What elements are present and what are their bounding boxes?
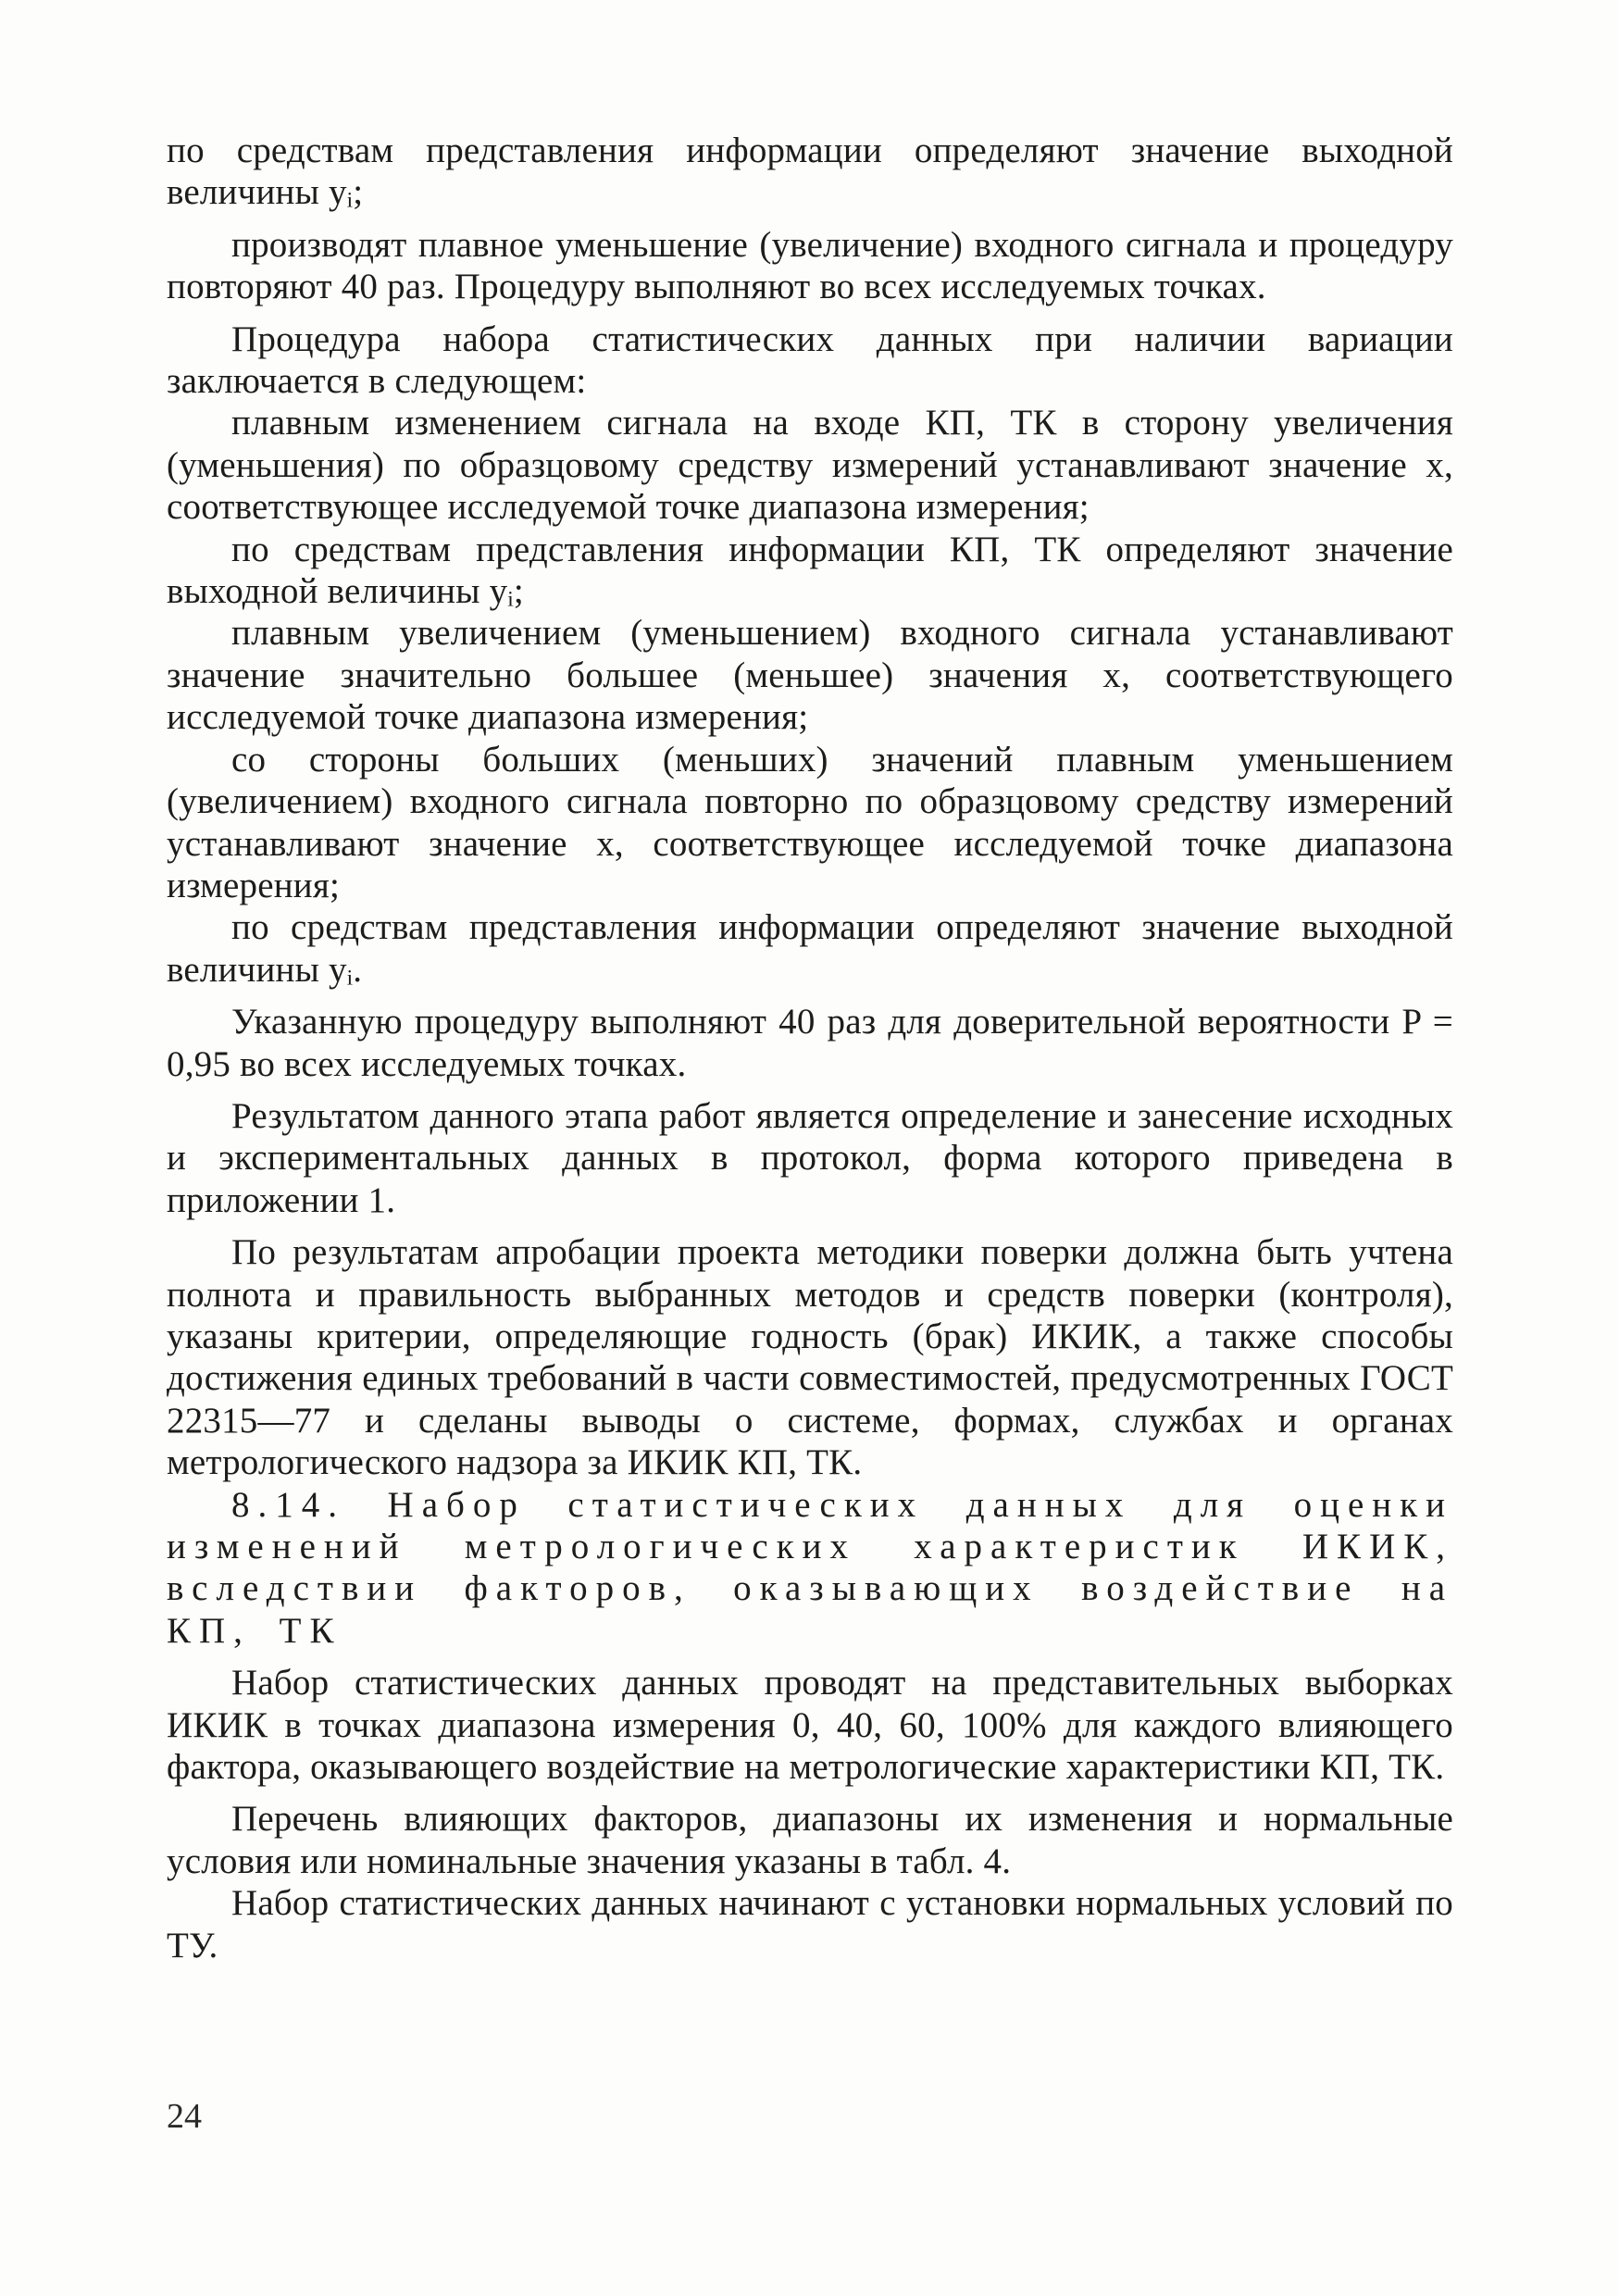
paragraph-8: по средствам представления информации определяют значение выходной величины yᵢ. (167, 907, 1453, 990)
section-heading-8-14: 8.14. Набор статистических данных для оценки изменений метрологических характеристик ИКИК, вследствии факторов, оказывающих воздействие на КП, ТК (167, 1484, 1453, 1651)
paragraph-11: По результатам апробации проекта методики поверки должна быть учтена полнота и правильность выбранных методов и средств поверки (контроля), указаны критерии, определяющие годность (брак) ИКИК, а также способы достижения единых требований в части совместимостей, предусмотренных ГОСТ 22315—77 и сделаны выводы о системе, формах, службах и органах метрологического надзора за ИКИК КП, ТК. (167, 1232, 1453, 1483)
paragraph-6: плавным увеличением (уменьшением) входного сигнала устанавливают значение значительно большее (меньшее) значения x, соответствующего исследуемой точке диапазона измерения; (167, 613, 1453, 738)
page-number: 24 (167, 2097, 202, 2136)
body-text (167, 130, 1453, 1966)
paragraph-9: Указанную процедуру выполняют 40 раз для доверительной вероятности P = 0,95 во всех исследуемых точках. (167, 1002, 1453, 1084)
paragraph-4: плавным изменением сигнала на входе КП, ТК в сторону увеличения (уменьшения) по образцовому средству измерений устанавливают значение x, соответствующее исследуемой точке диапазона измерения; (167, 403, 1453, 528)
paragraph-15: Набор статистических данных начинают с установки нормальных условий по ТУ. (167, 1883, 1453, 1965)
paragraph-14: Перечень влияющих факторов, диапазоны их изменения и нормальные условия или номинальные значения указаны в табл. 4. (167, 1799, 1453, 1881)
paragraph-7: со стороны больших (меньших) значений плавным уменьшением (увеличением) входного сигнала повторно по образцовому средству измерений устанавливают значение x, соответствующее исследуемой точке диапазона измерения; (167, 739, 1453, 905)
paragraph-1: по средствам представления информации определяют значение выходной величины yᵢ; (167, 131, 1453, 213)
paragraph-10: Результатом данного этапа работ является определение и занесение исходных и экспериментальных данных в протокол, форма которого приведена в приложении 1. (167, 1095, 1453, 1220)
paragraph-2: производят плавное уменьшение (увеличение) входного сигнала и процедуру повторяют 40 раз. Процедуру выполняют во всех исследуемых точках. (167, 224, 1453, 307)
paragraph-13: Набор статистических данных проводят на представительных выборках ИКИК в точках диапазона измерения 0, 40, 60, 100% для каждого влияющего фактора, оказывающего воздействие на метрологические характеристики КП, ТК. (167, 1663, 1453, 1788)
paragraph-3: Процедура набора статистических данных при наличии вариации заключается в следующем: (167, 318, 1453, 402)
paragraph-5: по средствам представления информации КП, ТК определяют значение выходной величины yᵢ; (167, 529, 1453, 612)
